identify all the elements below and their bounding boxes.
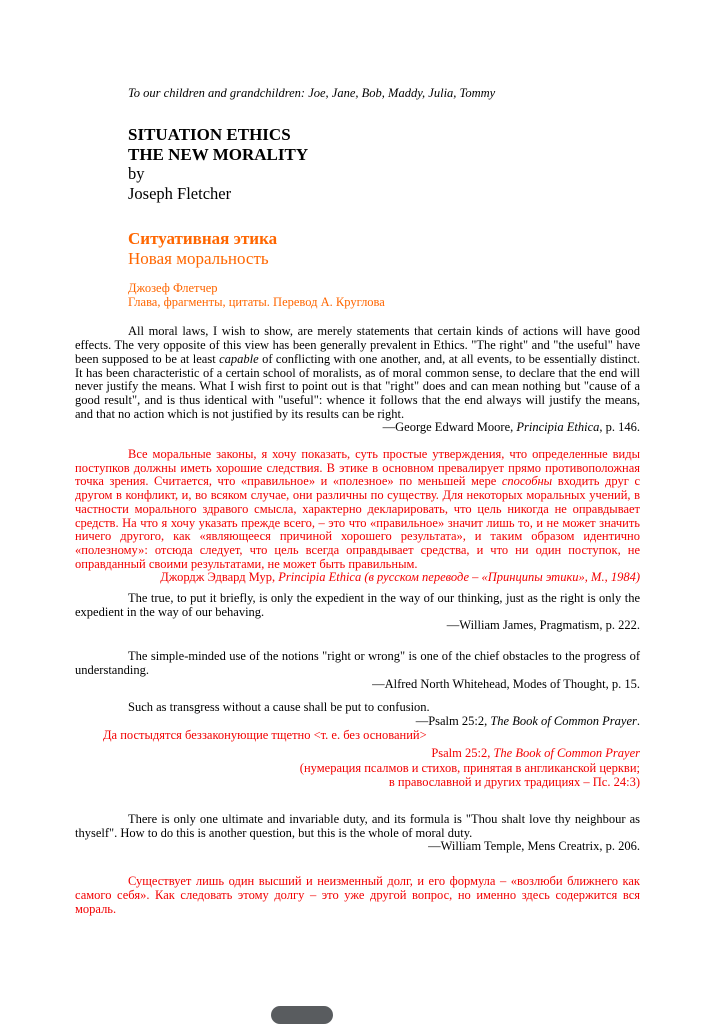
psalm-attr-title: The Book of Common Prayer: [490, 713, 637, 728]
whitehead-quote: [75, 650, 640, 691]
russian-title: Ситуативная этика: [128, 229, 278, 248]
james-quote: [75, 592, 640, 633]
moore-ru-italic: способны: [501, 474, 553, 489]
book-title-line1: SITUATION ETHICS: [128, 125, 291, 144]
russian-byline-block: [75, 281, 640, 309]
psalm-attr-lead: —Psalm 25:2,: [415, 713, 491, 728]
by-label: by: [128, 164, 145, 183]
moore-en-italic: capable: [219, 351, 259, 366]
moore-attribution-en: [75, 421, 640, 435]
moore-ru-attr-title: Principia Ethica (в русском переводе – «Принципы этики», М., 1984): [278, 570, 640, 585]
psalm-attr-tail: .: [636, 713, 640, 728]
james-attribution: —William James, Pragmatism, p. 222.: [446, 618, 640, 633]
moore-ru-attr-lead: Джордж Эдвард Мур,: [160, 570, 279, 585]
russian-author: Джозеф Флетчер: [128, 281, 218, 295]
temple-paragraph: There is only one ultimate and invariable duty, and its formula is "Thou shalt love thy neighbour as thyself". How to do this is another question, but this is the whole of moral duty.: [75, 812, 640, 840]
psalm-english-line: Such as transgress without a cause shall be put to confusion.: [128, 700, 430, 715]
psalm-red-attr-title: The Book of Common Prayer: [493, 746, 640, 761]
moore-attribution-ru: [75, 571, 640, 585]
document-content: [75, 86, 640, 916]
translation-note: Глава, фрагменты, цитаты. Перевод А. Круглова: [128, 295, 385, 310]
page-indicator-pill: [271, 1006, 333, 1024]
moore-ru-text: Все моральные законы, я хочу показать, суть простые утверждения, что определенные виды поступков должны иметь хорошие следствия. В этике в основном превалирует прямо противоположная точка зрения. Считается, что «правильное» и «полезное» по меньшей мере: [75, 447, 640, 489]
moore-quote-english: [75, 325, 640, 435]
psalm-red-attr-lead: Psalm 25:2,: [431, 746, 494, 761]
whitehead-paragraph: The simple-minded use of the notions "right or wrong" is one of the chief obstacles to the progress of understanding.: [75, 649, 640, 677]
moore-attr-title: Principia Ethica: [516, 420, 600, 435]
psalm-attribution-ru: [75, 746, 640, 789]
russian-subtitle: Новая моральность: [128, 248, 269, 268]
james-paragraph: The true, to put it briefly, is only the expedient in the way of our thinking, just as the right is only the expedient in the way of our behaving.: [75, 591, 640, 619]
temple-attribution: —William Temple, Mens Creatrix, p. 206.: [428, 839, 640, 854]
moore-paragraph-ru: [75, 448, 640, 571]
moore-ru-text-after: входить друг с другом в конфликт, и, во всяком случае, они различны по существу. Для некоторых моральных учений, в частности морального здравого смысла, характерно декларировать, что цель никогда не оправдывает средств. На что я хочу указать прежде всего, – это что «правильное» значит лишь то, и не может значить ничего другого, как «являющееся причиной хорошего результата», и таким образом идентично «полезному»: отсюда следует, что цель всегда оправдывает средства, и что ни один поступок, не оправданный своими результатами, не может быть правильным.: [75, 474, 640, 571]
psalm-red-attr-line2: (нумерация псалмов и стихов, принятая в англиканской церкви;: [299, 760, 640, 775]
psalm-russian-line: Да постыдятся беззаконующие тщетно <т. е. без оснований>: [103, 727, 427, 742]
moore-paragraph-en: [75, 325, 640, 421]
author-name: Joseph Fletcher: [128, 183, 232, 203]
english-title-block: [75, 125, 640, 203]
psalm-attribution-en: [75, 715, 640, 729]
moore-quote-russian: [75, 448, 640, 585]
temple-paragraph-ru: Существует лишь один высший и неизменный долг, и его формула – «возлюби ближнего как самого себя». Как следовать этому долгу – это уже другой вопрос, но именно здесь содержится вся мораль.: [75, 874, 640, 916]
psalm-quote-block: [75, 701, 640, 789]
moore-en-text: All moral laws, I wish to show, are merely statements that certain kinds of actions will have good effects. The very opposite of this view has been generally prevalent in Ethics. "The right" and "the useful" have been supposed to be at least: [75, 324, 640, 366]
psalm-red-attr-line3: в православной и других традициях – Пс. 24:3): [388, 774, 640, 789]
moore-en-text-after: of conflicting with one another, and, at all events, to be essentially distinct. It has been characteristic of a certain school of moralists, as of moral common sense, to declare that the end will never justify the means. What I wish first to point out is that "right" does and can mean nothing but "cause of a good result", and is thus identical with "useful": whence it follows that the end always will justify the means, and that no action which is not justified by its results can be right.: [75, 351, 641, 421]
psalm-red-attr-line1: [75, 746, 640, 760]
whitehead-attribution: —Alfred North Whitehead, Modes of Thought, p. 15.: [372, 676, 640, 691]
moore-attr-tail: , p. 146.: [599, 420, 640, 435]
temple-quote: [75, 813, 640, 854]
dedication-line: To our children and grandchildren: Joe, Jane, Bob, Maddy, Julia, Tommy: [128, 86, 496, 100]
moore-attr-lead: —George Edward Moore,: [382, 420, 517, 435]
russian-title-block: [75, 229, 640, 268]
temple-quote-russian: [75, 875, 640, 916]
book-title-line2: THE NEW MORALITY: [128, 144, 309, 164]
